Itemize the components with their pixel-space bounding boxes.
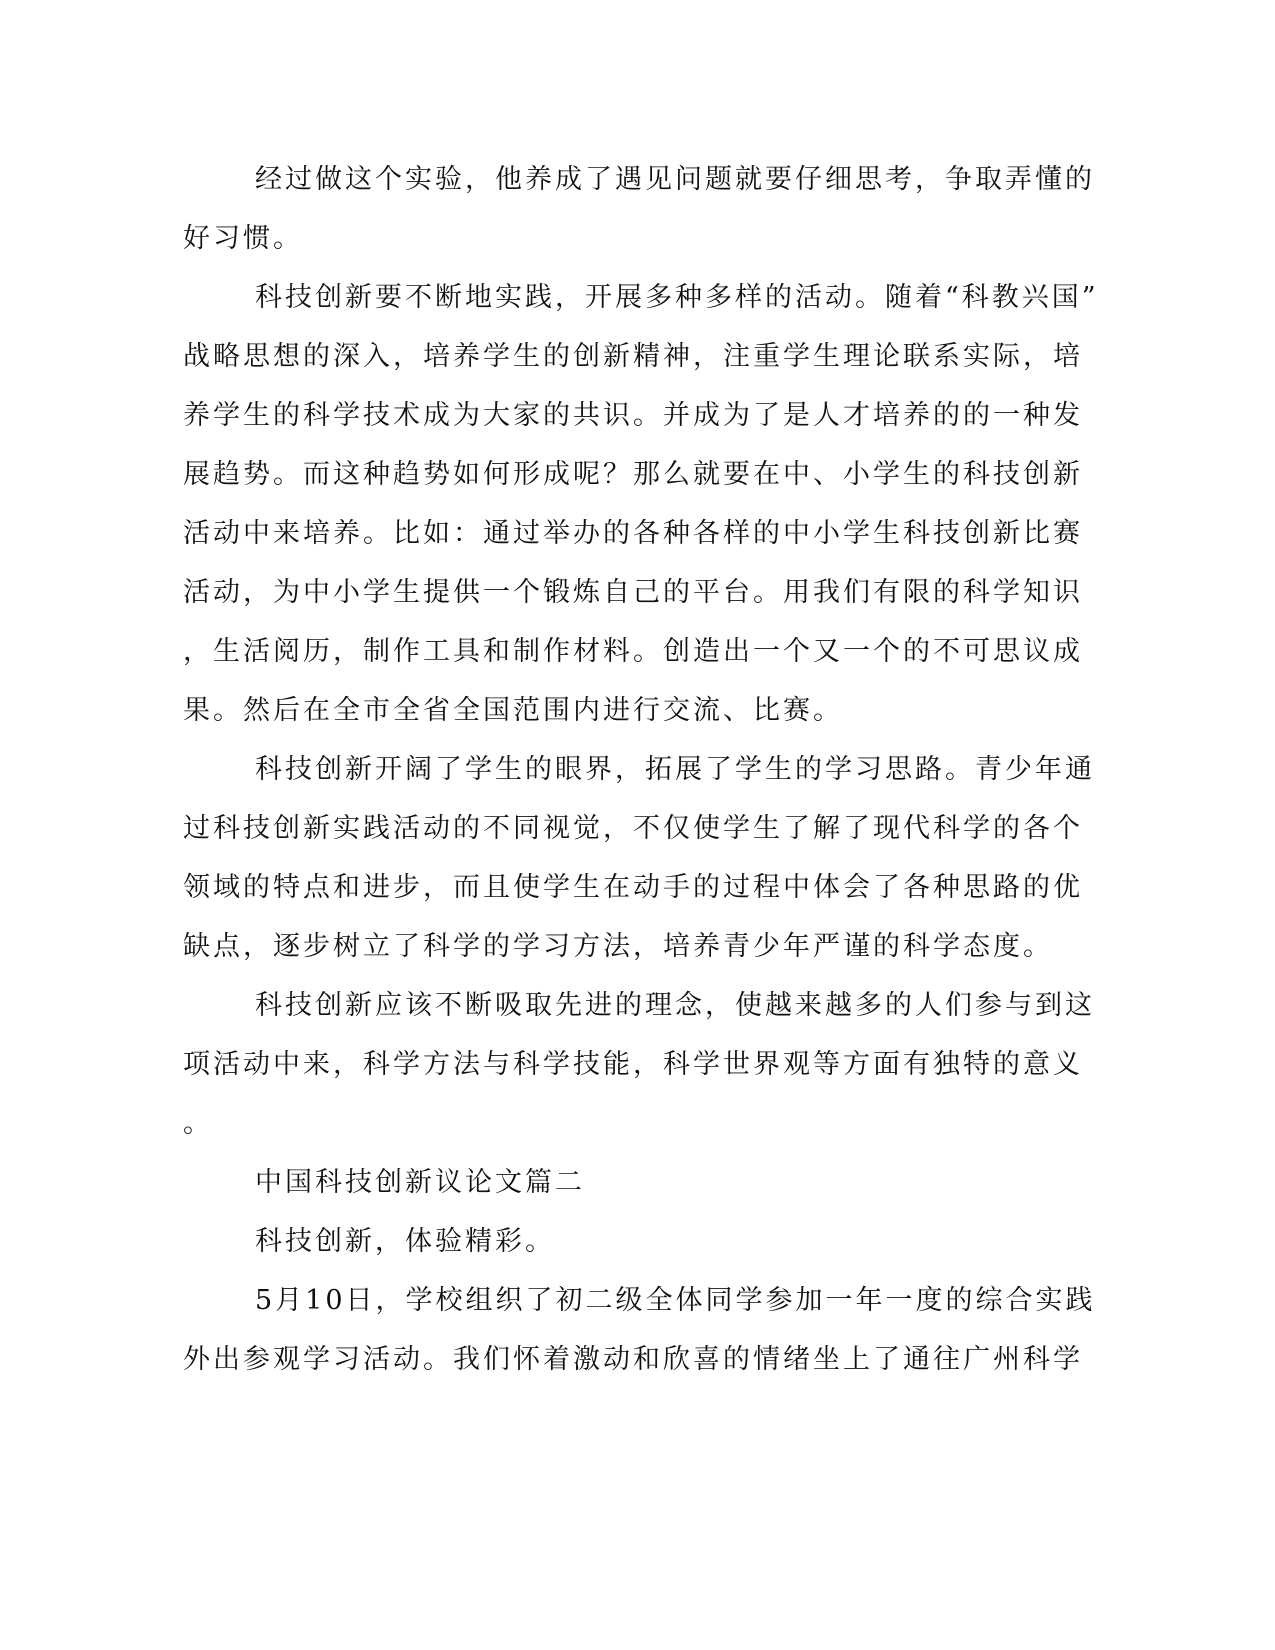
paragraph-line: 果。然后在全市全省全国范围内进行交流、比赛。 [183,695,843,726]
paragraph-line: 活动中来培养。比如：通过举办的各种各样的中小学生科技创新比赛 [183,518,1083,549]
paragraph-line: 活动，为中小学生提供一个锻炼自己的平台。用我们有限的科学知识 [183,577,1083,608]
paragraph-line: 科技创新开阔了学生的眼界，拓展了学生的学习思路。青少年通 [255,754,1095,785]
paragraph-line: 外出参观学习活动。我们怀着激动和欣喜的情绪坐上了通往广州科学 [183,1344,1083,1375]
paragraph-line: 项活动中来，科学方法与科学技能，科学世界观等方面有独特的意义 [183,1049,1083,1080]
paragraph-line: 战略思想的深入，培养学生的创新精神，注重学生理论联系实际，培 [183,341,1083,372]
paragraph-line: 。 [183,1108,213,1139]
paragraph-line: 科技创新应该不断吸取先进的理念，使越来越多的人们参与到这 [255,990,1095,1021]
paragraph-line: 展趋势。而这种趋势如何形成呢？那么就要在中、小学生的科技创新 [183,459,1083,490]
paragraph-line: 缺点，逐步树立了科学的学习方法，培养青少年严谨的科学态度。 [183,931,1053,962]
paragraph-line: 科技创新要不断地实践，开展多种多样的活动。随着“科教兴国” [255,282,1099,313]
paragraph-line: 养学生的科学技术成为大家的共识。并成为了是人才培养的的一种发 [183,400,1083,431]
paragraph-line: 经过做这个实验，他养成了遇见问题就要仔细思考，争取弄懂的 [255,164,1095,195]
section-heading: 中国科技创新议论文篇二 [255,1167,585,1198]
paragraph-line: 过科技创新实践活动的不同视觉，不仅使学生了解了现代科学的各个 [183,813,1083,844]
paragraph-line: 好习惯。 [183,223,303,254]
paragraph-line: ，生活阅历，制作工具和制作材料。创造出一个又一个的不可思议成 [183,636,1083,667]
paragraph-line: 5月10日，学校组织了初二级全体同学参加一年一度的综合实践 [255,1285,1096,1316]
paragraph-line: 科技创新，体验精彩。 [255,1226,555,1257]
paragraph-line: 领域的特点和进步，而且使学生在动手的过程中体会了各种思路的优 [183,872,1083,903]
